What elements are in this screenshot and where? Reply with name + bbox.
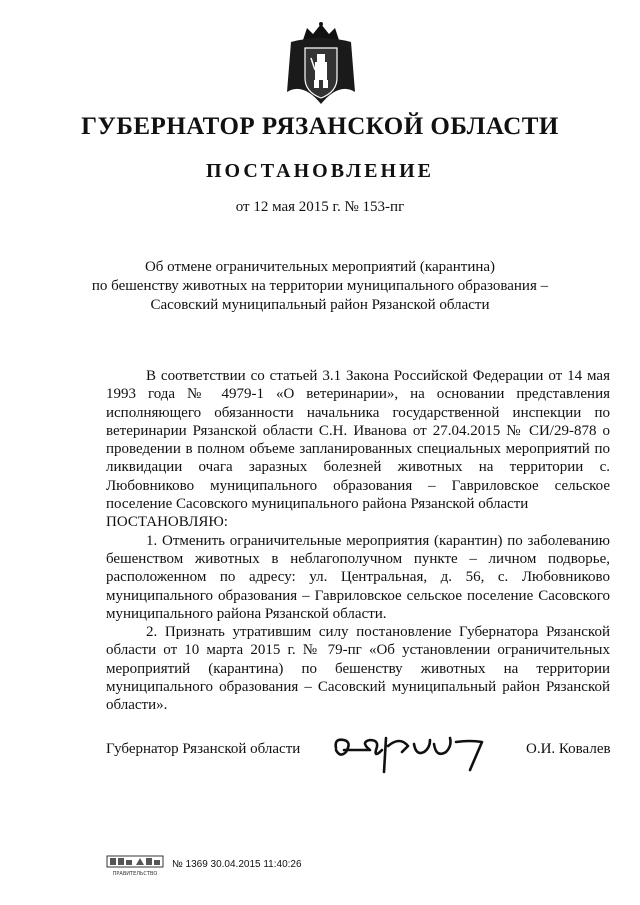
resolution-item-1: 1. Отменить ограничительные мероприятия (карантин) по заболеванию бешенством животных в неблагополучном пункте – личном подворье, расположенном по адресу: ул. Центральная, д. 56, с. Любовниково муниципального образования – Гавриловское сельское поселение Сасовского муниципального района Рязанской области. xyxy=(106,532,610,622)
handwritten-signature-icon xyxy=(330,728,505,774)
document-body xyxy=(106,367,610,715)
registration-number-datetime: № 1369 30.04.2015 11:40:26 xyxy=(172,859,302,870)
registration-stamp xyxy=(106,855,406,881)
subject-line: Сасовский муниципальный район Рязанской области xyxy=(150,297,490,313)
preamble-paragraph: В соответствии со статьей 3.1 Закона Российской Федерации от 14 мая 1993 года № 4979-1 «О ветеринарии», на основании представления исполняющего обязанности начальника государственной инспекции по ветеринарии Рязанской области С.Н. Иванова от 27.04.2015 № СИ/29-878 о проведении в полном объеме запланированных специальных мероприятий по ликвидации очага заразных болезней животных на территории с. Любовниково муниципального образования – Гавриловское сельское поселение Сасовского муниципального района Рязанской области xyxy=(106,368,610,513)
org-title: ГУБЕРНАТОР РЯЗАНСКОЙ ОБЛАСТИ xyxy=(81,113,559,140)
subject-line: Об отмене ограничительных мероприятий (карантина) xyxy=(144,259,496,275)
coat-of-arms-icon xyxy=(285,22,357,106)
subject-line: по бешенству животных на территории муниципального образования – xyxy=(91,278,549,294)
signatory-position: Губернатор Рязанской области xyxy=(106,741,301,757)
resolve-heading: ПОСТАНОВЛЯЮ: xyxy=(106,514,228,531)
document-date-number: от 12 мая 2015 г. № 153-пг xyxy=(235,199,405,215)
signatory-name: О.И. Ковалев xyxy=(526,741,611,757)
registry-stamp-icon xyxy=(106,855,164,877)
document-subject xyxy=(0,258,640,315)
resolution-item-2: 2. Признать утратившим силу постановление Губернатора Рязанской области от 10 марта 2015 г. № 79-пг «Об установлении ограничительных мероприятий (карантина) по бешенству животных на территории муниципального образования – Сасовский муниципальный район Рязанской области». xyxy=(106,624,610,714)
document-type: ПОСТАНОВЛЕНИЕ xyxy=(206,160,434,182)
svg-text:ПРАВИТЕЛЬСТВО: ПРАВИТЕЛЬСТВО xyxy=(112,871,158,877)
